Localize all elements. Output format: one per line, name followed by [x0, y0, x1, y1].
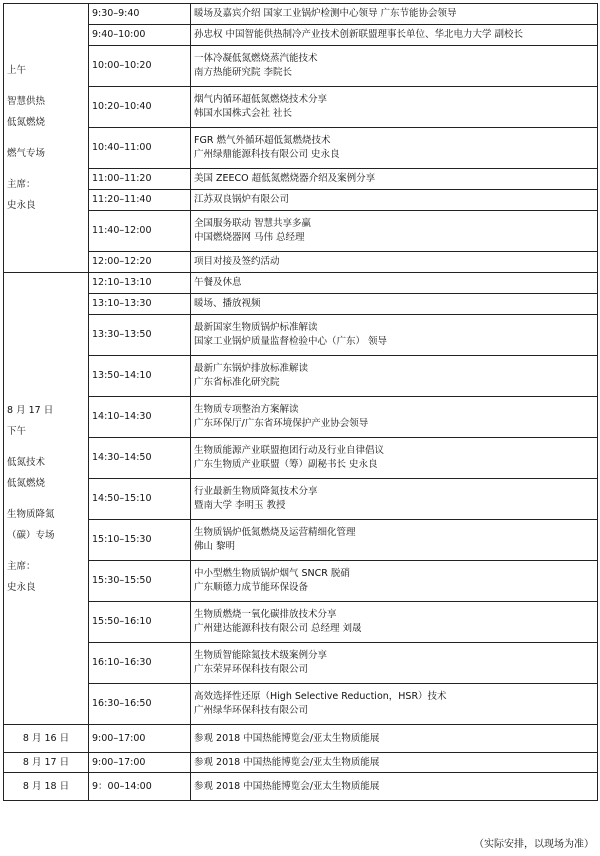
- agenda-line: 美国 ZEECO 超低氮燃烧器介绍及案例分享: [194, 173, 376, 184]
- agenda-cell: 参观 2018 中国热能博览会/亚太生物质能展: [191, 725, 598, 753]
- agenda-line: 佛山 黎明: [194, 541, 236, 552]
- time-cell: 15:30–15:50: [89, 561, 191, 602]
- session-line: （碳）专场: [7, 529, 55, 541]
- time-cell: 11:20–11:40: [89, 190, 191, 211]
- agenda-line: 生物质锅炉低氮燃烧及运营精细化管理: [194, 527, 356, 538]
- agenda-line: 全国服务联动 智慧共享多赢: [194, 218, 312, 229]
- agenda-cell: [191, 479, 598, 520]
- table-row: [4, 273, 598, 294]
- agenda-line: 最新国家生物质锅炉标准解读: [194, 322, 318, 333]
- session-line: 主席：: [7, 560, 36, 572]
- agenda-cell: [191, 315, 598, 356]
- time-cell: 10:00–10:20: [89, 46, 191, 87]
- agenda-line: 项目对接及签约活动: [194, 256, 280, 267]
- agenda-cell: [191, 128, 598, 169]
- agenda-line: 生物质燃烧一氧化碳排放技术分享: [194, 609, 337, 620]
- time-cell: 10:20–10:40: [89, 87, 191, 128]
- table-row: [4, 46, 598, 87]
- footer-note: （实际安排，以现场为准）: [474, 839, 594, 850]
- agenda-cell: [191, 169, 598, 190]
- agenda-cell: 参观 2018 中国热能博览会/亚太生物质能展: [191, 773, 598, 801]
- table-row: [4, 128, 598, 169]
- table-row: [4, 479, 598, 520]
- agenda-cell: 参观 2018 中国热能博览会/亚太生物质能展: [191, 753, 598, 773]
- agenda-cell: [191, 190, 598, 211]
- agenda-cell: [191, 356, 598, 397]
- table-row: [4, 4, 598, 25]
- table-row: [4, 211, 598, 252]
- table-row: [4, 169, 598, 190]
- agenda-cell: [191, 602, 598, 643]
- table-row: [4, 561, 598, 602]
- table-row: [4, 87, 598, 128]
- agenda-line: 暖场及嘉宾介绍 国家工业锅炉检测中心领导 广东节能协会领导: [194, 8, 457, 19]
- agenda-line: 广州绿鼎能源科技有限公司 史永良: [194, 149, 340, 160]
- agenda-line: 暨南大学 李明玉 教授: [194, 500, 286, 511]
- expo-row: [4, 773, 598, 801]
- time-cell: 16:10–16:30: [89, 643, 191, 684]
- session-line: 上午: [7, 65, 27, 76]
- agenda-line: 中小型燃生物质锅炉烟气 SNCR 脱硝: [194, 568, 350, 579]
- schedule-body: [4, 4, 598, 801]
- agenda-cell: [191, 87, 598, 128]
- agenda-cell: [191, 520, 598, 561]
- agenda-cell: [191, 46, 598, 87]
- session-line: [7, 546, 85, 556]
- session-line: 低氮技术: [7, 456, 46, 468]
- time-cell: 14:30–14:50: [89, 438, 191, 479]
- time-cell: 12:10–13:10: [89, 273, 191, 294]
- session-line: 8 月 17 日: [7, 404, 54, 416]
- agenda-line: 烟气内循环超低氮燃烧技术分享: [194, 94, 328, 105]
- session-line: 史永良: [7, 581, 36, 593]
- agenda-line: 高效选择性还原（High Selective Reduction，HSR）技术: [194, 691, 447, 702]
- agenda-cell: [191, 561, 598, 602]
- table-row: [4, 397, 598, 438]
- time-cell: 11:40–12:00: [89, 211, 191, 252]
- table-row: [4, 252, 598, 273]
- schedule-table: [3, 3, 598, 801]
- agenda-line: 暖场、播放视频: [194, 298, 261, 309]
- time-cell: 13:10–13:30: [89, 294, 191, 315]
- table-row: [4, 438, 598, 479]
- agenda-line: 最新广东锅炉排放标准解读: [194, 363, 309, 374]
- session-line: 燃气专场: [7, 148, 46, 159]
- agenda-line: 广东荣昇环保科技有限公司: [194, 664, 309, 675]
- table-row: [4, 356, 598, 397]
- session-cell-2: [4, 273, 89, 725]
- expo-row: [4, 753, 598, 773]
- agenda-line: 行业最新生物质降氮技术分享: [194, 486, 318, 497]
- agenda-line: 午餐及休息: [194, 277, 242, 288]
- agenda-line: 广东顺德力成节能环保设备: [194, 582, 309, 593]
- agenda-cell: [191, 397, 598, 438]
- agenda-line: 孙忠权 中国智能供热制冷产业技术创新联盟理事长单位、华北电力大学 副校长: [194, 29, 524, 40]
- session-line: 主席：: [7, 179, 36, 190]
- session-line: 下午: [7, 425, 27, 437]
- agenda-line: 江苏双良锅炉有限公司: [194, 194, 290, 205]
- session-line: [7, 164, 85, 174]
- expo-row: [4, 725, 598, 753]
- date-cell: 8 月 17 日: [4, 753, 89, 773]
- agenda-cell: [191, 211, 598, 252]
- agenda-cell: [191, 25, 598, 46]
- session-line: [7, 81, 85, 91]
- time-cell: 15:50–16:10: [89, 602, 191, 643]
- session-cell-1: [4, 4, 89, 273]
- time-cell: 9:00–17:00: [89, 725, 191, 753]
- table-row: [4, 520, 598, 561]
- time-cell: 13:50–14:10: [89, 356, 191, 397]
- agenda-line: 广东生物质产业联盟（筹）副秘书长 史永良: [194, 459, 378, 470]
- time-cell: 13:30–13:50: [89, 315, 191, 356]
- agenda-line: 南方热能研究院 李院长: [194, 67, 293, 78]
- time-cell: 14:10–14:30: [89, 397, 191, 438]
- agenda-line: 国家工业锅炉质量监督检验中心（广东） 领导: [194, 336, 388, 347]
- agenda-cell: [191, 252, 598, 273]
- agenda-line: 中国燃烧器网 马伟 总经理: [194, 232, 305, 243]
- table-row: [4, 684, 598, 725]
- session-line: 低氮燃烧: [7, 477, 46, 489]
- table-row: [4, 294, 598, 315]
- session-line: [7, 494, 85, 504]
- table-row: [4, 643, 598, 684]
- agenda-line: 生物质能源产业联盟抱团行动及行业自律倡议: [194, 445, 385, 456]
- table-row: [4, 315, 598, 356]
- agenda-cell: [191, 684, 598, 725]
- time-cell: 15:10–15:30: [89, 520, 191, 561]
- agenda-line: FGR 燃气外循环超低氮燃烧技术: [194, 135, 331, 146]
- session-line: 低氮燃烧: [7, 117, 46, 128]
- time-cell: 10:40–11:00: [89, 128, 191, 169]
- agenda-line: 广州绿华环保科技有限公司: [194, 705, 309, 716]
- agenda-cell: [191, 643, 598, 684]
- time-cell: 11:00–11:20: [89, 169, 191, 190]
- agenda-cell: [191, 294, 598, 315]
- agenda-line: 广东省标准化研究院: [194, 377, 280, 388]
- date-cell: 8 月 18 日: [4, 773, 89, 801]
- time-cell: 16:30–16:50: [89, 684, 191, 725]
- session-line: 史永良: [7, 200, 36, 211]
- time-cell: 9：00–14:00: [89, 773, 191, 801]
- time-cell: 9:00–17:00: [89, 753, 191, 773]
- agenda-line: 韩国水国株式会社 社长: [194, 108, 293, 119]
- agenda-cell: [191, 4, 598, 25]
- time-cell: 14:50–15:10: [89, 479, 191, 520]
- agenda-line: 生物质智能除氮技术级案例分享: [194, 650, 328, 661]
- time-cell: 9:30–9:40: [89, 4, 191, 25]
- table-row: [4, 25, 598, 46]
- agenda-line: 广州建达能源科技有限公司 总经理 刘晟: [194, 623, 362, 634]
- agenda-line: 广东环保厅/广东省环境保护产业协会领导: [194, 418, 369, 429]
- session-line: 生物质降氮: [7, 508, 55, 520]
- agenda-line: 生物质专项整治方案解读: [194, 404, 299, 415]
- session-line: [7, 133, 85, 143]
- time-cell: 12:00–12:20: [89, 252, 191, 273]
- table-row: [4, 190, 598, 211]
- session-line: 智慧供热: [7, 96, 46, 107]
- session-line: [7, 442, 85, 452]
- agenda-cell: [191, 273, 598, 294]
- agenda-line: 一体冷凝低氮燃烧蒸汽能技术: [194, 53, 318, 64]
- table-row: [4, 602, 598, 643]
- agenda-cell: [191, 438, 598, 479]
- date-cell: 8 月 16 日: [4, 725, 89, 753]
- time-cell: 9:40–10:00: [89, 25, 191, 46]
